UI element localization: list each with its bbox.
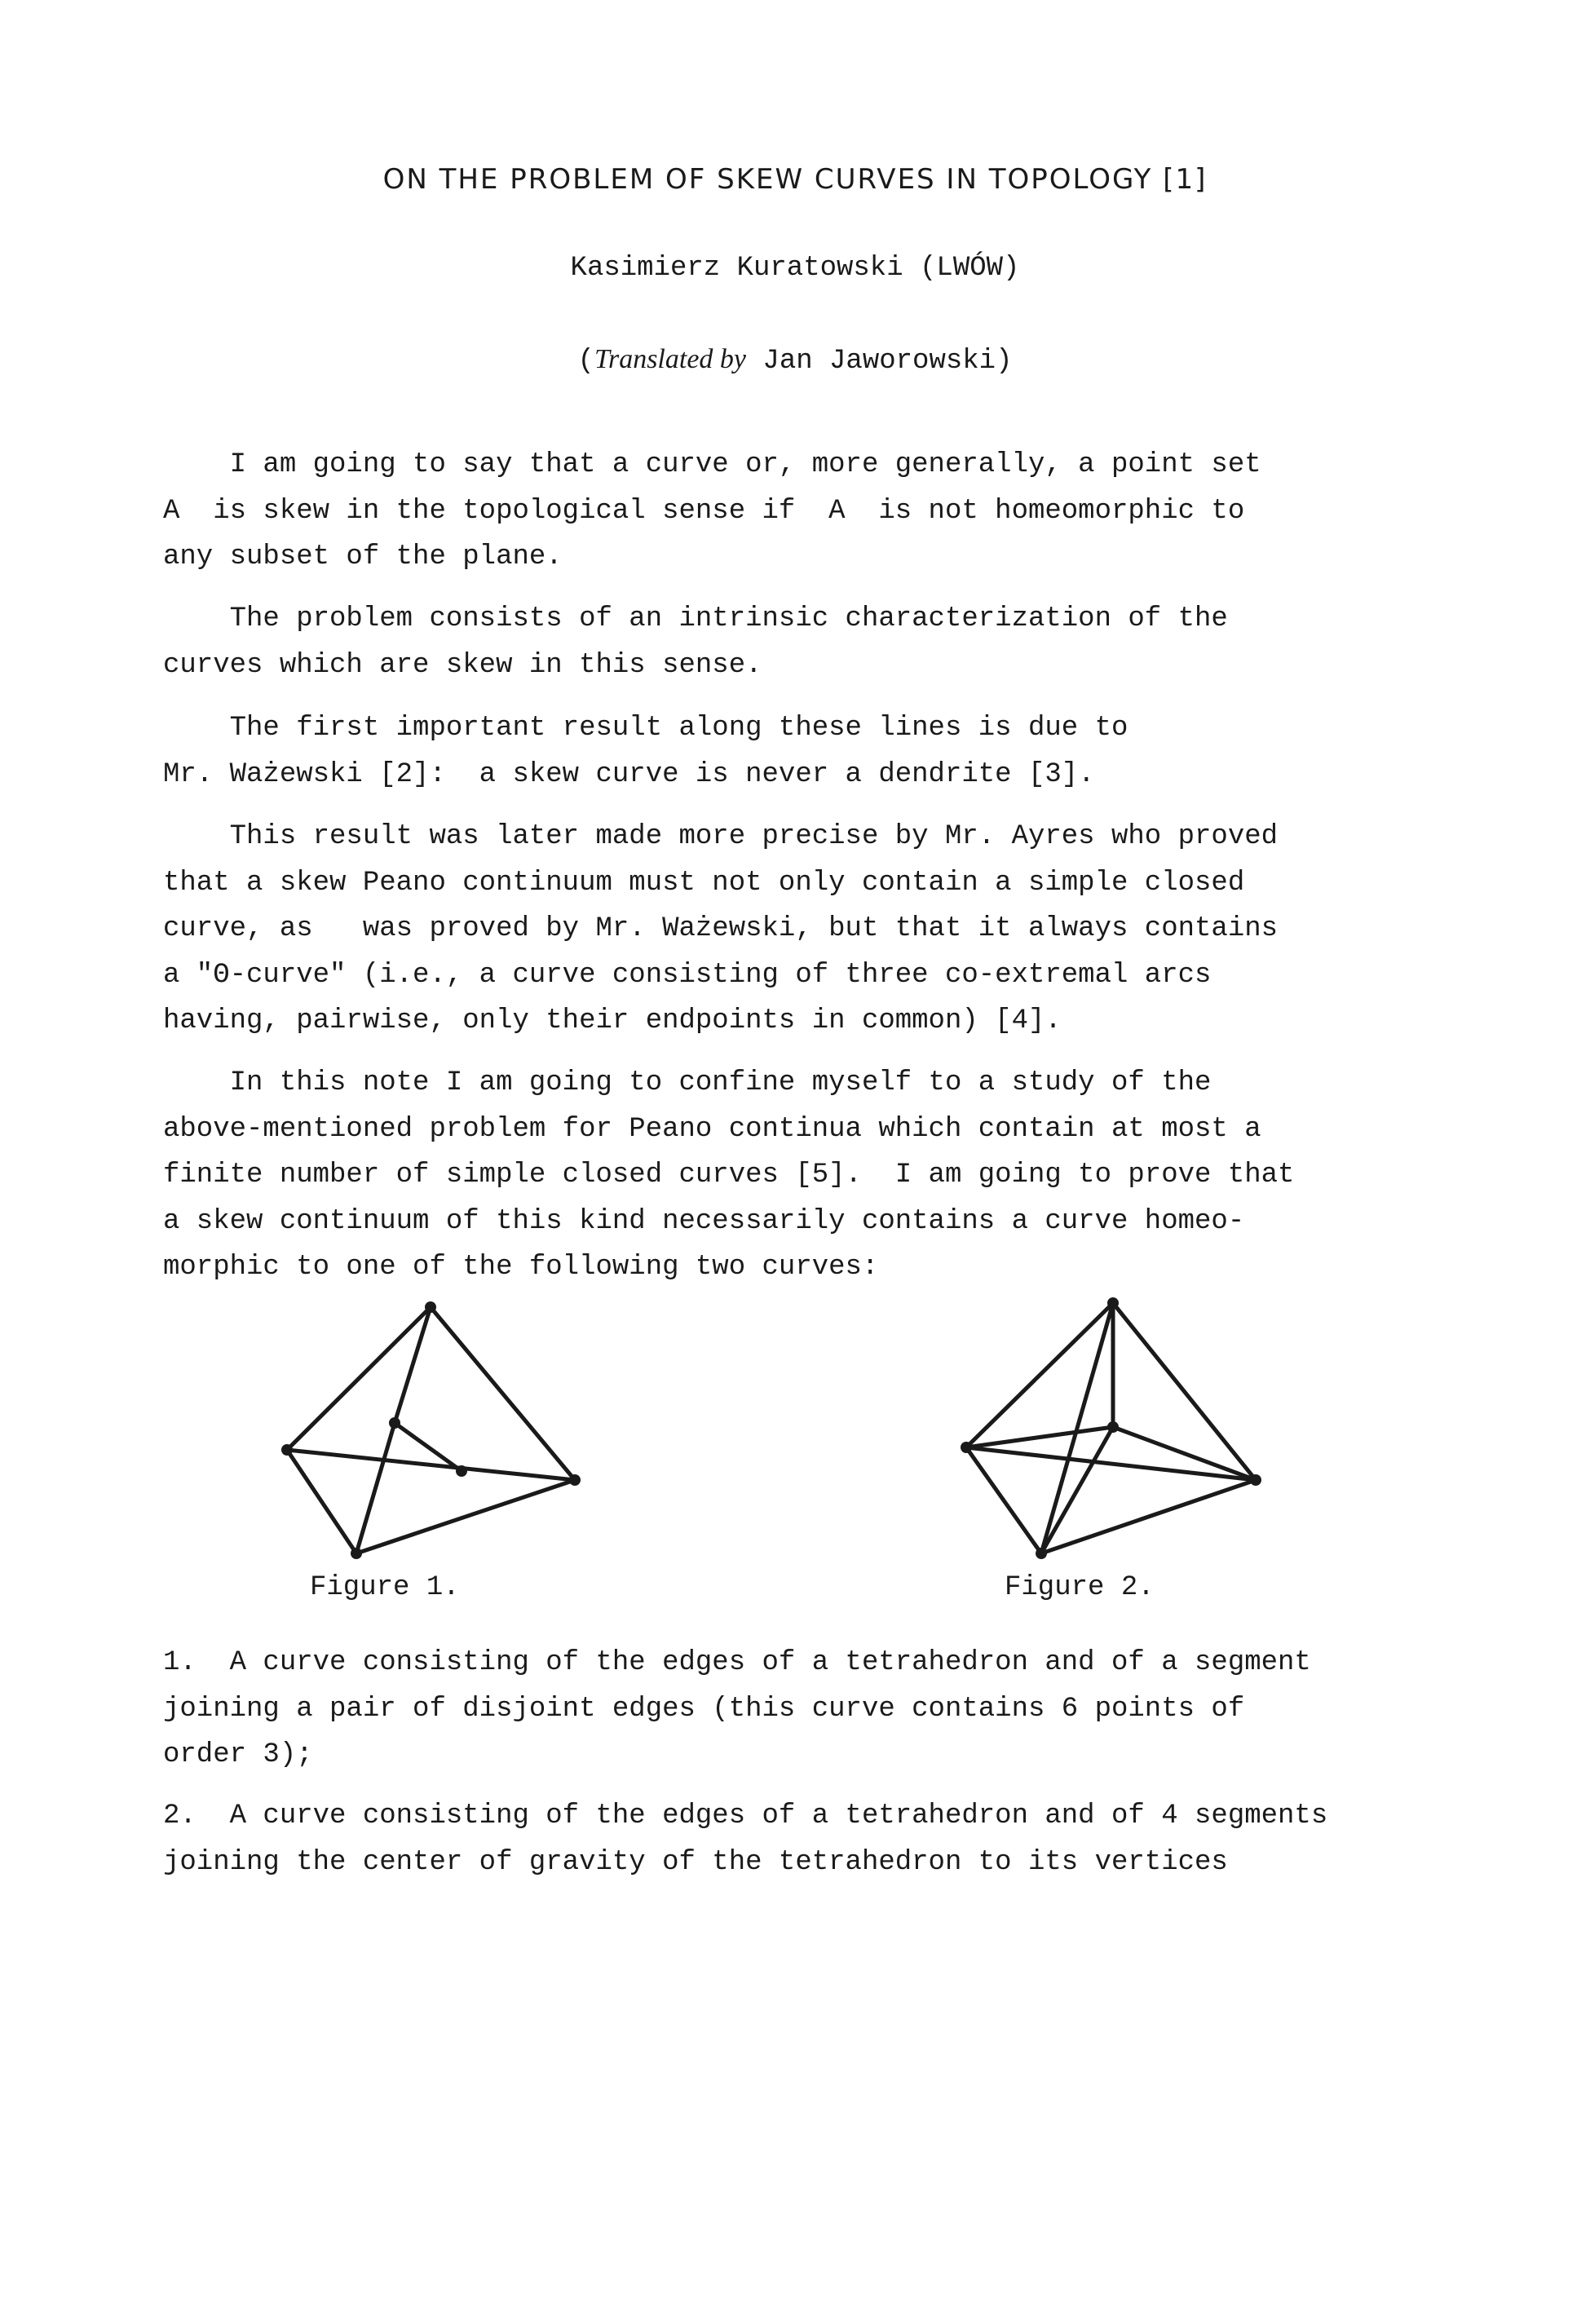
list-item-1: 1. A curve consisting of the edges of a tetrahedron and of a segment joining a pair of disjoint edges (this curve contains 6 points of order 3); <box>163 1647 1311 1770</box>
figure-1-caption: Figure 1. <box>310 1572 460 1603</box>
figure-1-diagram <box>269 1288 595 1566</box>
figure-2-caption: Figure 2. <box>1005 1572 1155 1603</box>
figure-2-edge <box>966 1427 1113 1447</box>
paragraph-2: The problem consists of an intrinsic characterization of the curves which are skew in this sense. <box>163 603 1228 681</box>
figure-2-vertex <box>961 1442 972 1453</box>
translator-line <box>0 344 1590 377</box>
paragraph-4: This result was later made more precise by Mr. Ayres who proved that a skew Peano continuum must not only contain a simple closed curve, as was proved by Mr. Ważewski, but that it always contains a "Θ-curve" (i.e., a curve consisting of three co-extremal arcs having, pairwise, only their endpoints in common) [4]. <box>163 821 1279 1036</box>
figure-2-vertex <box>1107 1297 1119 1309</box>
paragraph-5: In this note I am going to confine myself to a study of the above-mentioned problem for Peano continua which contain at most a finite number of simple closed curves [5]. I am going to prove that a skew continuum of this kind necessarily contains a curve homeo- morphic to one of the following two curves: <box>163 1067 1295 1283</box>
figure-1-vertex <box>389 1417 400 1429</box>
figure-2-edge <box>1041 1480 1256 1553</box>
figure-2-edge <box>966 1447 1041 1553</box>
figure-2-vertex <box>1036 1548 1047 1559</box>
translated-by-label: Translated by <box>594 344 747 374</box>
figure-1-vertex <box>281 1444 293 1456</box>
figure-2-vertex <box>1250 1474 1261 1486</box>
translator-open-paren: ( <box>577 346 594 377</box>
figure-1-edge <box>431 1307 575 1480</box>
author-line: Kasimierz Kuratowski (LWÓW) <box>570 253 1020 284</box>
figure-1-edge <box>287 1450 356 1553</box>
paper-title: ON THE PROBLEM OF SKEW CURVES IN TOPOLOGY [1] <box>382 163 1208 196</box>
figure-1-vertex <box>569 1474 581 1486</box>
figure-2-center-vertex <box>1107 1421 1119 1433</box>
paragraph-3: The first important result along these lines is due to Mr. Ważewski [2]: a skew curve is never a dendrite [3]. <box>163 713 1128 790</box>
figure-2-diagram <box>946 1288 1272 1566</box>
paragraph-1: I am going to say that a curve or, more generally, a point set A is skew in the topological sense if A is not homeomorphic to any subset of the plane. <box>163 449 1261 572</box>
figure-1-vertex <box>456 1465 467 1477</box>
figure-1-vertex <box>425 1301 436 1313</box>
figure-1-vertex <box>351 1548 362 1559</box>
figure-1-edge <box>287 1450 575 1480</box>
figure-1-edge <box>356 1423 395 1553</box>
translator-name: Jan Jaworowski) <box>746 346 1013 377</box>
figure-1-edge <box>356 1480 575 1553</box>
list-item-2: 2. A curve consisting of the edges of a tetrahedron and of 4 segments joining the center of gravity of the tetrahedron to its vertices <box>163 1800 1328 1878</box>
